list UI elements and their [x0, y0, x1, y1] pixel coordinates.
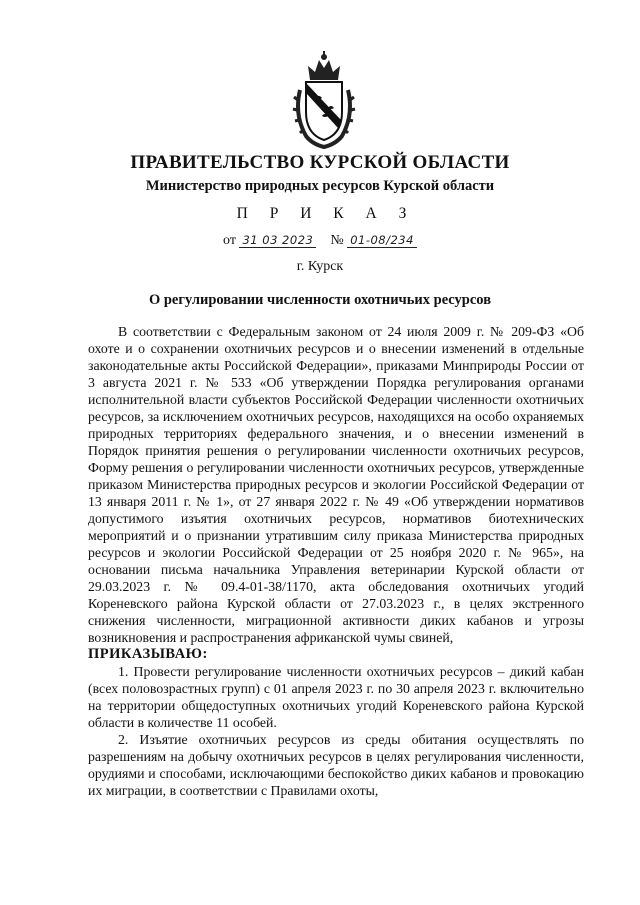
order-body	[88, 323, 584, 799]
city: г. Курск	[296, 259, 344, 274]
document-type: П Р И К А З	[236, 205, 416, 222]
order-item-2: 2. Изъятие охотничьих ресурсов из среды обитания осуществлять по разрешениям на добычу охотничьих ресурсов в целях регулирования численности, орудиями и способами, исключающими беспокойство диких кабанов и провокацию их миграции, в соответствии с Правилами охоты,	[88, 732, 584, 798]
number-prefix: №	[330, 233, 344, 248]
preamble-paragraph: В соответствии с Федеральным законом от 24 июля 2009 г. № 209-ФЗ «Об охоте и о сохранении охотничьих ресурсов и о внесении изменений в отдельные законодательные акты Российской Федерации», приказами Минприроды России от 3 августа 2021 г. № 533 «Об утверждении Порядка регулирования органами исполнительной власти субъектов Российской Федерации численности охотничьих ресурсов, за исключением охотничьих ресурсов, находящихся на особо охраняемых природных территориях федерального значения, и о внесении изменений в Порядок принятия решения о регулировании численности охотничьих ресурсов, Форму решения о регулировании численности охотничьих ресурсов, утвержденные приказом Министерства природных ресурсов и экологии Российской Федерации от 13 января 2011 г. № 1», от 27 января 2022 г. № 49 «Об утверждении нормативов допустимого изъятия охотничьих ресурсов, нормативов биотехнических мероприятий и о признании утратившим силу приказа Министерства природных ресурсов и экологии Российской Федерации от 25 ноября 2020 г. № 965», на основании письма начальника Управления ветеринарии Курской области от 29.03.2023 г. № 09.4-01-38/1170, акта обследования охотничьих угодий Кореневского района Курской области от 27.03.2023 г., в целях экстренного снижения численности, миграционной активности диких кабанов и угрозы возникновения и распространения африканской чумы свиней,	[88, 324, 584, 645]
coat-of-arms-icon	[292, 50, 356, 150]
order-item-1: 1. Провести регулирование численности охотничьих ресурсов – дикий кабан (всех половозрастных групп) с 01 апреля 2023 г. по 30 апреля 2023 г. включительно на территории общедоступных охотничьих угодий Кореневского района Курской области в количестве 11 особей.	[88, 664, 584, 730]
date-value: 31 03 2023	[239, 233, 316, 248]
government-title: ПРАВИТЕЛЬСТВО КУРСКОЙ ОБЛАСТИ	[130, 152, 510, 173]
number-value: 01-08/234	[347, 233, 417, 248]
ministry-name: Министерство природных ресурсов Курской области	[145, 178, 495, 194]
date-number-line	[0, 233, 640, 249]
date-prefix: от	[223, 233, 236, 248]
order-word: ПРИКАЗЫВАЮ:	[88, 646, 208, 662]
order-subject: О регулировании численности охотничьих ресурсов	[148, 292, 492, 308]
